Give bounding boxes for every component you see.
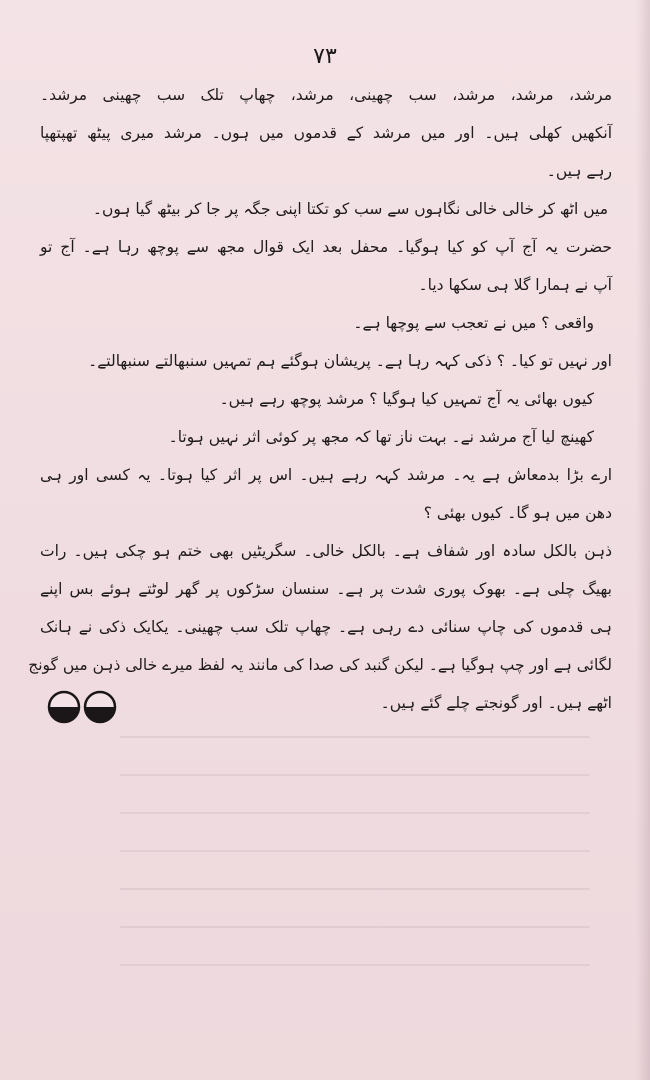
text-line-14: بھیگ چلی ہے۔ بھوک پوری شدت پر ہے۔ سنسان سڑکوں پر گھر لوٹتے ہوئے بس اپنے [40, 580, 612, 598]
text-line-11: ارے بڑا بدمعاش ہے یہ۔ مرشد کہہ رہے ہیں۔ اس پر اثر کیا ہوتا۔ یہ کسی اور ہی [40, 466, 612, 484]
text-line-2: آنکھیں کھلی ہیں۔ اور میں مرشد کے قدموں میں ہوں۔ مرشد میری پیٹھ تھپتھپا [40, 124, 612, 142]
section-end-ornament-icon [44, 690, 122, 724]
text-line-15: ہی قدموں کی چاپ سنائی دے رہی ہے۔ چھاپ تلک سب چھینی۔ یکایک ذکی نے ہانک [40, 618, 612, 636]
text-line-9: کیوں بھائی یہ آج تمہیں کیا ہوگیا ؟ مرشد پوچھ رہے ہیں۔ [219, 390, 594, 408]
text-line-16: لگائی ہے اور چپ ہوگیا ہے۔ لیکن گنبد کی صدا کی مانند یہ لفظ میرے خالی ذہن میں گونج [28, 656, 612, 674]
text-line-8: اور نہیں تو کیا۔ ؟ ذکی کہہ رہا ہے۔ پریشان ہوگئے ہم تمہیں سنبھالتے سنبھالتے۔ [88, 352, 612, 370]
text-line-12: دھن میں ہو گا۔ کیوں بھئی ؟ [423, 504, 612, 522]
text-line-10: کھینچ لیا آج مرشد نے۔ بہت ناز تھا کہ مجھ پر کوئی اثر نہیں ہوتا۔ [168, 428, 594, 446]
page-edge-shadow [636, 0, 650, 1080]
page-number: ٧٣ [313, 44, 337, 69]
text-line-7: واقعی ؟ میں نے تعجب سے پوچھا ہے۔ [353, 314, 594, 332]
text-line-3: رہے ہیں۔ [546, 162, 612, 180]
text-line-17: اٹھے ہیں۔ اور گونجتے چلے گئے ہیں۔ [380, 694, 612, 712]
text-line-4: میں اٹھ کر خالی خالی نگاہوں سے سب کو تکتا اپنی جگہ پر جا کر بیٹھ گیا ہوں۔ [92, 200, 608, 218]
text-line-5: حضرت یہ آج آپ کو کیا ہوگیا۔ محفل بعد ایک قوال مجھ سے پوچھ رہا ہے۔ آج تو [40, 238, 612, 256]
text-line-1: مرشد، مرشد، مرشد، سب چھینی، مرشد، چھاپ تلک سب چھینی مرشد۔ [40, 86, 612, 104]
text-line-13: ذہن بالکل سادہ اور شفاف ہے۔ بالکل خالی۔ سگریٹیں بھی ختم ہو چکی ہیں۔ رات [40, 542, 612, 560]
text-line-6: آپ نے ہمارا گلا ہی سکھا دیا۔ [418, 276, 612, 294]
show-through-texture [120, 700, 590, 1020]
